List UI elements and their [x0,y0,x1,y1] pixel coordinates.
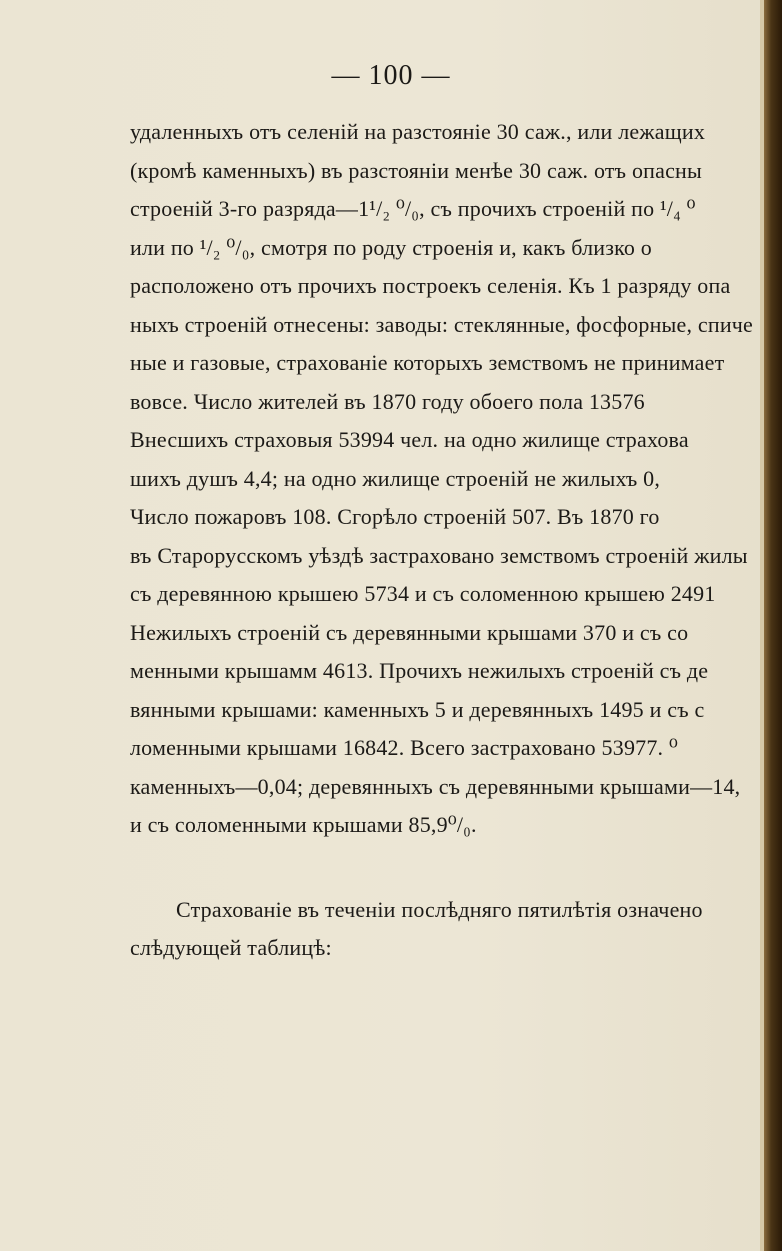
text-line: Страхованіе въ теченіи послѣдняго пятилѣтія означено [176,896,703,922]
body-text [130,113,770,968]
text-line: и съ соломенными крышами 85,9⁰/₀. [130,812,477,837]
page-number: — 100 — [331,60,451,91]
text-line: строеній 3-го разряда—1¹/₂ ⁰/₀, съ прочихъ строеній по ¹/₄ ⁰ [130,196,696,221]
text-line: Внесшихъ страховыя 53994 чел. на одно жилище страхова [130,427,689,452]
text-line: слѣдующей таблицѣ: [130,935,332,960]
text-line: ные и газовые, страхованіе которыхъ земствомъ не принимает [130,350,725,375]
text-line: съ деревянною крышею 5734 и съ соломенною крышею 2491 [130,581,716,606]
text-line: вовсе. Число жителей въ 1870 году обоего пола 13576 [130,388,645,414]
text-line: или по ¹/₂ ⁰/₀, смотря по роду строенія и, какъ близко о [130,234,653,260]
text-line: ломенными крышами 16842. Всего застраховано 53977. ⁰ [130,735,678,760]
text-line: расположено отъ прочихъ построекъ селенія. Къ 1 разряду опа [130,273,731,298]
text-line: Нежилыхъ строеній съ деревянными крышами 370 и съ со [130,619,689,645]
paragraph-spacer [130,845,770,891]
text-line: удаленныхъ отъ селеній на разстояніе 30 саж., или лежащих [130,119,706,144]
text-line: Число пожаровъ 108. Сгорѣло строеній 507. Въ 1870 го [130,504,660,529]
text-line: вянными крышами: каменныхъ 5 и деревянныхъ 1495 и съ с [130,696,705,722]
text-line: ныхъ строеній отнесены: заводы: стеклянные, фосфорные, спиче [130,311,754,337]
text-line: шихъ душъ 4,4; на одно жилище строеній не жилыхъ 0, [130,465,661,491]
text-line: (кромѣ каменныхъ) въ разстояніи менѣе 30 саж. отъ опасны [130,157,703,183]
text-line: менными крышамм 4613. Прочихъ нежилыхъ строеній съ де [130,658,709,683]
text-line: въ Старорусскомъ уѣздѣ застраховано земствомъ строеній жилы [130,542,748,568]
text-line: каменныхъ—0,04; деревянныхъ съ деревянными крышами—14, [130,773,741,799]
